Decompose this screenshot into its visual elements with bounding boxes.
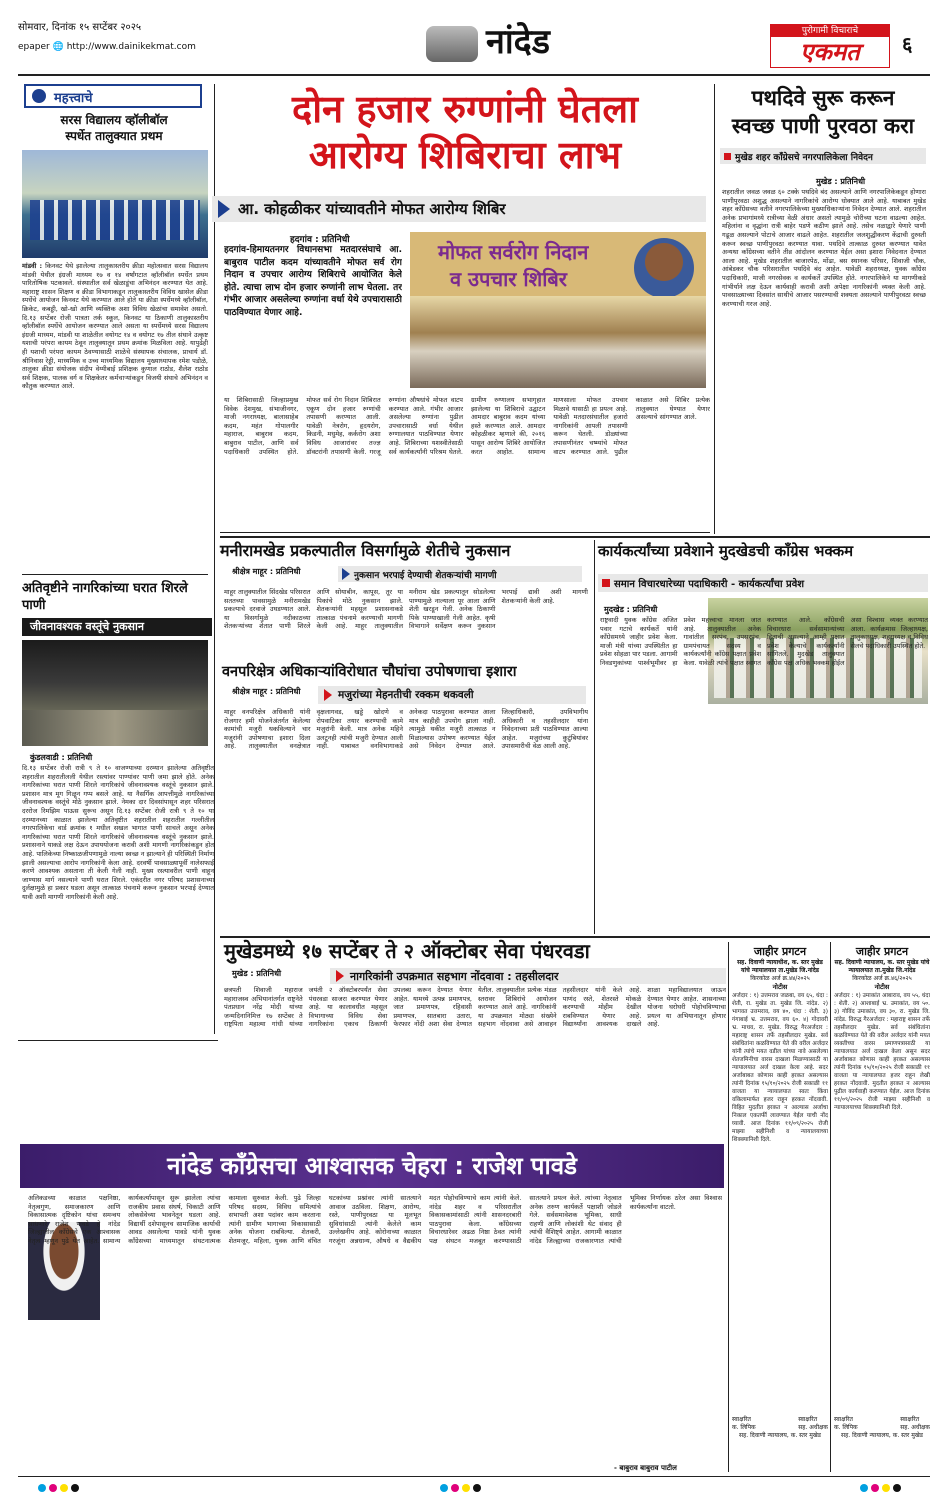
photo-banner-text-1: मोफत सर्वरोग निदान bbox=[438, 240, 589, 264]
brand-name: एकमत bbox=[800, 38, 860, 66]
congress-headline: कार्यकर्त्यांच्या प्रवेशाने मुदखेडची काँग्रेस भक्कम bbox=[598, 542, 854, 560]
red-square-bullet-icon bbox=[724, 153, 731, 160]
health-camp-photo bbox=[410, 232, 706, 388]
main-subhead-bar bbox=[212, 196, 706, 222]
congress-body: राष्ट्रवादी युवक काँग्रेस अजित पवार गटाचे कार्यकर्ते यांनी काँग्रेसमध्ये जाहीर प्रवेश केला. माजी मंत्री यांच्या उपस्थितीत हा प्रवेश सोहळा पार पडला. आगामी निवडणुकांच्या पार्श्वभूमीवर हा प्रवेश महत्त्वाचा मानला जात आहे. तालुक्यातील अनेक गावांतील सरपंच, उपसरपंच, ग्रामपंचायत सदस्य व कार्यकर्त्यांनी काँग्रेस पक्षात प्रवेश केला. यावेळी त्यांचे पक्षात स्वागत करण्यात आले. काँग्रेसची विचारधारा सर्वसामान्यांच्या हिताची असल्याने आम्ही पक्षात प्रवेश केल्याचे कार्यकर्त्यांनी सांगितले. मुदखेड तालुक्यात काँग्रेस पक्ष अधिक भक्कम होईल असा विश्वास व्यक्त करण्यात आला. कार्यक्रमास जिल्हाध्यक्ष, तालुकाध्यक्ष, शहराध्यक्ष व विविध सेलचे पदाधिकारी उपस्थित होते. bbox=[600, 616, 928, 667]
bottom-rule bbox=[18, 1476, 930, 1477]
flood-headline: अतिवृष्टीने नागरिकांच्या घरात शिरले पाणी bbox=[22, 581, 188, 613]
hunger-byline: श्रीक्षेत्र माहूर : प्रतिनिधी bbox=[232, 687, 301, 696]
notice-1-sub: नोटीस bbox=[772, 983, 788, 991]
left-vertical-rule bbox=[214, 84, 215, 1034]
notice-2-case: किरकोळ अर्ज क्र.४६/२०२५ bbox=[852, 975, 912, 982]
volleyball-headline bbox=[22, 112, 206, 144]
notice-2-court: सह. दिवाणी न्यायालय, क. स्तर मुखेड यांचे न्यायालयात ता.मुखेड जि.नांदेड bbox=[834, 959, 930, 974]
notice-vertical-rule bbox=[728, 942, 729, 1472]
notice-1-sig3: क. लिपिक bbox=[732, 1424, 756, 1431]
camp-crowd bbox=[410, 296, 706, 388]
streetlight-subhead-bar bbox=[720, 148, 926, 164]
hunger-subhead: मजुरांच्या मेहनतीची रक्कम थकवली bbox=[338, 689, 474, 701]
masthead-url-line bbox=[18, 42, 196, 53]
hunger-subhead-bar bbox=[318, 686, 586, 704]
streetlight-headline-1: पथदिवे सुरू करून bbox=[751, 86, 895, 110]
seva-subhead-bar bbox=[330, 968, 726, 984]
right-vertical-rule bbox=[714, 84, 715, 534]
photo-banner-text-2: व उपचार शिबिर bbox=[450, 267, 567, 291]
streetlight-headline bbox=[720, 84, 926, 140]
camp-inset-portrait bbox=[634, 238, 694, 298]
congress-byline: मुदखेड : प्रतिनिधी bbox=[604, 605, 658, 614]
loss-headline: मनीरामखेड प्रकल्पातील विसर्गामुळे शेतीचे नुकसान bbox=[220, 541, 511, 560]
hunger-headline: वनपरिक्षेत्र अधिकाऱ्यांविरोधात चौघांचा उपोषणाचा इशारा bbox=[222, 664, 517, 680]
seva-body: छत्रपती शिवाजी महाराज महाराजस्व अभियानांतर्गत राष्ट्रनेते पंतप्रधान नरेंद्र मोदी यांच्या जन्मदिनानिमित्त १७ सप्टेंबर ते राष्ट्रपिता महात्मा गांधी यांच्या जयंती २ ऑक्टोबरपर्यंत सेवा पंधरवडा साजरा करण्यात येणार आहे. या कालावधीत महसूल विभागाच्या विविध सेवा नागरिकांना एकाच ठिकाणी उपलब्ध करून देण्यात येणार आहेत. यामध्ये उत्पन्न प्रमाणपत्र, जात प्रमाणपत्र, रहिवासी प्रमाणपत्र, सातबारा उतारा, फेरफार नोंदी अशा सेवा देण्यात येतील. तालुक्यातील प्रत्येक मंडळ स्तरावर शिबिरांचे आयोजन करण्यात आले आहे. नागरिकांनी या उपक्रमात मोठ्या संख्येने सहभाग नोंदवावा असे आवाहन तहसीलदार यांनी केले आहे. पाणंद रस्ते, शेतरस्ते मोकळे करण्याची मोहीम देखील राबविण्यात येणार आहे. विद्यार्थ्यांना आवश्यक दाखले शाळा महाविद्यालयात जाऊन देण्यात येणार आहेत. शासनाच्या योजना घरोघरी पोहोचविण्याचा प्रयत्न या अभियानातून होणार आहे. bbox=[224, 986, 726, 1029]
epaper-label: epaper bbox=[18, 42, 50, 52]
notice-2-title: जाहीर प्रगटन bbox=[855, 945, 909, 958]
main-bottom-rule bbox=[220, 532, 710, 533]
notice-2-sig2: स्वाक्षरित bbox=[900, 1416, 920, 1423]
main-headline-1: दोन हजार रुग्णांनी घेतला bbox=[292, 87, 638, 131]
notice-mid-rule bbox=[830, 942, 831, 1472]
flood-subhead: जीवनावश्यक वस्तूंचे नुकसान bbox=[22, 618, 212, 636]
volleyball-headline-2: स्पर्धेत तालुक्यात प्रथम bbox=[65, 129, 163, 143]
notice-2-body: अर्जदार : १) उमाकांत आबाराव, वय ५५, धंदा : शेती. २) आशाबाई भ्र. उमाकांत, वय ५०. ३) गोविंद उमाकांत, वय ३०, रा. मुखेड जि. नांदेड. विरुद्ध गैरअर्जदार : महाराष्ट्र शासन तर्फे तहसीलदार मुखेड. सर्व संबंधितांना कळविण्यात येते की वरील अर्जदार यांनी मयत व्यक्तीच्या वारस प्रमाणपत्रासाठी या न्यायालयात अर्ज दाखल केला असून सदर अर्जाबाबत कोणास काही हरकत असल्यास त्यांनी दिनांक १५/१०/२०२५ रोजी सकाळी ११ वाजता या न्यायालयात हजर राहून लेखी हरकत नोंदवावी. मुदतीत हरकत न आल्यास पुढील कार्यवाही करण्यात येईल. आज दिनांक ११/०९/२०२५ रोजी माझ्या सहीनिशी व न्यायालयाच्या शिक्क्यानिशी दिले. bbox=[834, 993, 930, 1111]
flood-body-continued bbox=[22, 1044, 218, 1136]
notice-2-footer: सह. दिवाणी न्यायालय, क. स्तर मुखेड bbox=[841, 1432, 923, 1439]
masthead-city: नांदेड bbox=[486, 22, 550, 62]
volleyball-headline-1: सरस विद्यालय व्हॉलीबॉल bbox=[60, 113, 168, 127]
flood-byline: कुंडलवाडी : प्रतिनिधी bbox=[30, 753, 93, 762]
loss-body: माहूर तालुक्यातील सिंदखेड परिसरात सततच्या पावसामुळे मनीरामखेड प्रकल्पाचे दरवाजे उघडण्यात आले. या विसर्गामुळे नदीकाठच्या शेतकऱ्यांच्या शेतात पाणी शिरले आणि सोयाबीन, कापूस, तूर या पिकांचे मोठे नुकसान झाले. शेतकऱ्यांनी महसूल प्रशासनाकडे तात्काळ पंचनामे करण्याची मागणी केली आहे. माहूर तालुक्यातील मनीराम खेड प्रकल्पातून सोडलेल्या पाण्यामुळे नाल्याला पूर आला आणि शेती खरडून गेली. अनेक ठिकाणी पिके पाण्याखाली गेली आहेत. कृषी विभागाने सर्वेक्षण करून नुकसान भरपाई द्यावी अशी मागणी शेतकऱ्यांनी केली आहे. bbox=[224, 588, 588, 631]
notice-2-sig3: क. लिपिक bbox=[834, 1424, 858, 1431]
notice-1-title: जाहीर प्रगटन bbox=[753, 945, 807, 958]
triangle-bullet-icon bbox=[218, 200, 230, 218]
loss-byline: श्रीक्षेत्र माहूर : प्रतिनिधी bbox=[232, 567, 301, 576]
main-byline: हदगांव : प्रतिनिधी bbox=[290, 235, 350, 245]
epaper-url[interactable]: http://www.dainikekmat.com bbox=[66, 42, 196, 52]
notice-1-footer: सह. दिवाणी न्यायालय, क. स्तर मुखेड bbox=[739, 1432, 821, 1439]
flood-water bbox=[22, 710, 208, 746]
rajesh-ad-signoff: - बाबुराव बाबुराव पाटील bbox=[614, 1464, 677, 1472]
notice-1-court: सह. दिवाणी न्यायाधीश, क. स्तर मुखेड यांचे न्यायालयात ता.मुखेड जि.नांदेड bbox=[737, 959, 823, 974]
rajesh-ad-body: अलिकडच्या काळात पक्षनिष्ठा, नेतृत्वगुण, समाजकारण आणि विकासात्मक दृष्टिकोन यांचा समन्वय साधणारे राजेश पावडे हे नांदेड जिल्ह्यातील काँग्रेसचे एक आश्वासक नेतृत्व म्हणून पुढे येत आहेत. सामान्य कार्यकर्त्यापासून सुरू झालेला त्यांचा राजकीय प्रवास संघर्ष, चिकाटी आणि लोकसेवेच्या भावनेतून घडला आहे. विद्यार्थी दशेपासूनच सामाजिक कार्याची आवड असलेल्या पावडे यांनी युवक काँग्रेसच्या माध्यमातून संघटनात्मक कामाला सुरुवात केली. पुढे जिल्हा परिषद सदस्य, विविध समित्यांचे सभापती अशा पदांवर काम करताना त्यांनी ग्रामीण भागाच्या विकासासाठी अनेक योजना राबविल्या. शेतकरी, शेतमजूर, महिला, युवक आणि वंचित घटकांच्या प्रश्नांवर त्यांनी सातत्याने आवाज उठविला. शिक्षण, आरोग्य, रस्ते, पाणीपुरवठा या मूलभूत सुविधांसाठी त्यांनी केलेले काम उल्लेखनीय आहे. कोरोनाच्या काळात गरजूंना अन्नधान्य, औषधे व वैद्यकीय मदत पोहोचविण्याचे काम त्यांनी केले. नांदेड शहर व परिसरातील विकासकामांसाठी त्यांनी शासनदरबारी पाठपुरावा केला. काँग्रेसच्या विचारधारेवर अढळ निष्ठा ठेवत त्यांनी पक्ष संघटन मजबूत करण्यासाठी सातत्याने प्रयत्न केले. त्यांच्या नेतृत्वात अनेक तरुण कार्यकर्ते पक्षाशी जोडले गेले. सर्वसमावेशक भूमिका, साधी राहणी आणि लोकांशी थेट संवाद ही त्यांची वैशिष्ट्ये आहेत. आगामी काळात नांदेड जिल्ह्याच्या राजकारणात त्यांची भूमिका निर्णायक ठरेल असा विश्वास कार्यकर्त्यांना वाटतो. bbox=[28, 1194, 722, 1245]
hunger-body: माहूर वनपरिक्षेत्र अधिकारी यांनी रोजगार हमी योजनेअंतर्गत केलेल्या कामांची मजुरी थकविल्याने चार मजुरांनी उपोषणाचा इशारा दिला आहे. तालुक्यातील वनक्षेत्रात वृक्षलागवड, खड्डे खोदणे व रोपवाटिका तयार करण्याची कामे मजुरांनी केली. मात्र अनेक महिने उलटूनही त्यांची मजुरी देण्यात आली नाही. याबाबत वनविभागाकडे अनेकदा पाठपुरावा करण्यात आला मात्र काहीही उपयोग झाला नाही. त्यामुळे थकीत मजुरी तात्काळ न मिळाल्यास उपोषण करण्यात येईल असे निवेदन देण्यात आले. जिल्हाधिकारी, उपविभागीय अधिकारी व तहसीलदार यांना निवेदनाच्या प्रती पाठविण्यात आल्या आहेत. मजुरांच्या कुटुंबियांवर उपासमारीची वेळ आली आहे. bbox=[224, 708, 588, 751]
streetlight-headline-2: स्वच्छ पाणी पुरवठा करा bbox=[731, 114, 915, 138]
rajesh-ad-headline: नांदेड काँग्रेसचा आश्वासक चेहरा : राजेश पावडे bbox=[167, 1152, 577, 1180]
notice-1-sigs bbox=[732, 1416, 828, 1432]
main-headline-2: आरोग्य शिबिराचा लाभ bbox=[308, 133, 622, 177]
volleyball-text: किनवट येथे झालेल्या तालुकास्तरीय क्रीडा महोत्सवात सरस विद्यालय मांडवी येथील इंग्रजी माध्यम १७ व १४ वर्षांगटात व्हॉलीबॉल स्पर्धेत प्रथम पारितोषिक पटकावले. संस्थातील सर्व खेळाडूंचा अभिनंदन करण्यात येत आहे. महाराष्ट्र शासन शिक्षण व क्रीडा विभागाकडून तालुकास्तरीय विविध खासेल क्रीडा स्पर्धेचे आयोजन किनवट येथे करण्यात आले होते या क्रीडा स्पर्धेमध्ये व्हॉलीबॉल, क्रिकेट, कबड्डी, खो-खो आणि व्यक्तिक अशा विविध खेळांचा समावेश असतो. दि.१३ सप्टेंबर रोजी पात्रता तर्क स्कूल, किनवट या ठिकाणी तालुकास्तरीय व्हॉलीबॉल स्पर्धेचे आयोजन करण्यात आले असता या स्पर्धेमध्ये सरस विद्यालय इंग्रजी माध्यम, मांडवी या शाळेतील वयोगट १४ व वयोगट १७ तील संघाने उत्कृष्ट यशाची परंपरा कायम ठेवून तालुक्यातून प्रथम क्रमांक मिळविला आहे. यापुढेही ही यशाची परंपरा कायम ठेवण्यासाठी शाळेचे संस्थापक संचालक, प्राचार्य डॉ. श्रीनिवास रेड्डी, माध्यमिक व उच्च माध्यमिक विद्यालय मुख्याध्यापक रमेश पडोळे, तालुका क्रीडा संयोजक संदीप वेग्मीबाई प्रशिक्षक कुणाल राठोड, शैलेश राठोड सर्व शिक्षक, पालक वर्ग व शिक्षकेतर कर्मचाऱ्यांकडून विजयी संघाचे अभिनंदन व कौतुक करण्यात आले. bbox=[22, 262, 208, 391]
important-box bbox=[24, 84, 202, 108]
main-headline bbox=[210, 86, 720, 178]
volleyball-team-photo bbox=[22, 150, 208, 258]
important-label: महत्त्वाचे bbox=[54, 91, 93, 106]
brand-tag: पुरोगामी विचाराचे bbox=[771, 25, 889, 37]
main-lead: हदगांव-हिमायतनगर विधानसभा मतदारसंघाचे आ. बाबुराव पाटील कदम यांच्यावतीने मोफत सर्व रोग निदान व उपचार आरोग्य शिबिराचे आयोजित केले होते. त्याचा लाभ दोन हजार रुग्णांनी लाभ घेतला. तर गंभीर आजार असलेल्या रुग्णांना वर्धा येथे उपचारासाठी पाठविण्यात येणार आहे. bbox=[224, 245, 402, 318]
notice-1-sig1: स्वाक्षरित bbox=[732, 1416, 751, 1423]
registration-marks-left bbox=[38, 1484, 79, 1492]
main-body: या शिबिरासाठी जिल्हाप्रमुख विवेक देशमुख, संभाजीनगर, माजी नगराध्यक्ष, बालासाहेब कदम, महंत गोपालगीर महाराज, बाबुराव कदम, बाबुराव पाटील, आणि सर्व पदाधिकारी उपस्थित होते. मोफत सर्व रोग निदान शिबिरात एकूण दोन हजार रुग्णांची तपासणी करण्यात आली. यावेळी नेत्ररोग, हृदयरोग, किडनी, मधुमेह, कर्करोग अशा विविध आजारांवर तज्ज्ञ डॉक्टरांनी तपासणी केली. गरजू रुग्णांना औषधांचे मोफत वाटप करण्यात आले. गंभीर आजार असलेल्या रुग्णांना पुढील उपचारासाठी वर्धा येथील रुग्णालयात पाठविण्यात येणार आहे. शिबिराच्या यशस्वीतेसाठी सर्व कार्यकर्त्यांनी परिश्रम घेतले. ग्रामीण रुग्णालय सभागृहात झालेल्या या शिबिराचे उद्घाटन आमदार बाबुराव कदम यांच्या हस्ते करण्यात आले. आमदार कोहळीकर म्हणाले की, २०१६ पासून आरोग्य शिबिरे आयोजित करत आहोत. सामान्य माणसाला मोफत उपचार मिळावे यासाठी हा प्रयत्न आहे. यावेळी मतदारसंघातील हजारो नागरिकांनी आपली तपासणी करून घेतली. डोळ्यांच्या तपासणीनंतर चष्म्यांचे मोफत वाटप करण्यात आले. पुढील काळात असे शिबिर प्रत्येक तालुक्यात घेण्यात येणार असल्याचे सांगण्यात आले. bbox=[224, 396, 710, 456]
seva-byline: मुखेड : प्रतिनिधी bbox=[232, 969, 282, 978]
notice-1-sig4: सह. अधीक्षक bbox=[798, 1424, 828, 1431]
registration-marks-right bbox=[860, 1484, 901, 1492]
notice-1-case: किरकोळ अर्ज क्र.४४/२०२५ bbox=[750, 975, 810, 982]
masthead-date: सोमवार, दिनांक १५ सप्टेंबर २०२५ bbox=[18, 22, 142, 33]
volleyball-lead: मांडवी : bbox=[22, 262, 43, 270]
upper-band-rule bbox=[220, 536, 930, 538]
notice-2-sub: नोटीस bbox=[874, 983, 890, 991]
left-divider-1 bbox=[22, 574, 208, 575]
streetlight-body: शहरातील जवळ जवळ ६० टक्के पथदिवे बंद असल्याने आणि नगरपालिकेकडून होणारा पाणीपुरवठा अशुद्ध असल्याने नागरिकांचे आरोग्य धोक्यात आले आहे. याबाबत मुखेड शहर काँग्रेसच्या वतीने नगरपालिकेच्या मुख्याधिकाऱ्यांना निवेदन देण्यात आले. शहरातील अनेक प्रभागांमध्ये रात्रीच्या वेळी अंधार असतो त्यामुळे चोरीच्या घटना वाढल्या आहेत. महिलांना व वृद्धांना रात्री बाहेर पडणे कठीण झाले आहे. तसेच नळाद्वारे येणारे पाणी गढूळ असल्याने पोटाचे आजार वाढले आहेत. शहरातील जलशुद्धीकरण केंद्राची दुरुस्ती करून स्वच्छ पाणीपुरवठा करण्यात यावा. पथदिवे तात्काळ दुरुस्त करण्यात यावेत अन्यथा काँग्रेसच्या वतीने तीव्र आंदोलन करण्यात येईल असा इशारा निवेदनात देण्यात आला आहे. मुखेड शहरातील बाजारपेठ, मोंढा, बस स्थानक परिसर, शिवाजी चौक, आंबेडकर चौक परिसरातील पथदिवे बंद आहेत. यावेळी शहराध्यक्ष, युवक काँग्रेस पदाधिकारी, माजी नगरसेवक व कार्यकर्ते उपस्थित होते. नगरपालिकेने या मागणीकडे गांभीर्याने लक्ष देऊन कार्यवाही करावी अशी अपेक्षा नागरिकांनी व्यक्त केली आहे. पावसाळ्याच्या दिवसांत साथीचे आजार पसरण्याची शक्यता असल्याने पाणीपुरवठा स्वच्छ करण्याची गरज आहे. bbox=[722, 188, 926, 308]
masthead-rule bbox=[18, 74, 930, 76]
congress-bullet-icon bbox=[602, 579, 610, 587]
notice-2 bbox=[834, 944, 930, 1474]
loss-subhead: नुकसान भरपाई देण्याची शेतकऱ्यांची मागणी bbox=[354, 570, 497, 581]
registration-marks-mid bbox=[440, 1484, 481, 1492]
notice-1 bbox=[732, 944, 828, 1474]
congress-subhead: समान विचारधारेच्या पदाधिकारी - कार्यकर्त्यांचा प्रवेश bbox=[614, 579, 805, 590]
notice-2-sigs bbox=[834, 1416, 930, 1432]
hunger-bullet-icon bbox=[324, 689, 332, 701]
city-logo-icon bbox=[426, 26, 478, 62]
notice-1-sig2: स्वाक्षरित bbox=[798, 1416, 818, 1423]
seva-bullet-icon bbox=[336, 970, 344, 982]
left-bottom-rule bbox=[18, 1040, 218, 1041]
main-subhead: आ. कोहळीकर यांच्यावतीने मोफत आरोग्य शिबिर bbox=[238, 200, 506, 218]
seva-subhead: नागरिकांनी उपक्रमात सहभाग नोंदवावा : तहसीलदार bbox=[350, 969, 559, 983]
flood-photo bbox=[22, 640, 208, 746]
url-icon: 🌐 bbox=[52, 42, 64, 52]
notice-2-sig4: सह. अधीक्षक bbox=[900, 1424, 930, 1431]
congress-subhead-bar bbox=[598, 574, 928, 592]
brand-box bbox=[770, 24, 890, 68]
flood-body: दि.१३ सप्टेंबर रोजी रात्री ९ ते १० वाजण्याच्या दरम्यान झालेल्या अतिवृष्टीत शहरातील शहरातीलली येथील रस्त्यांवर पाण्यांवर पाणी जमा झाले होते. अनेक नागरिकांच्या घरात पाणी शिरले नागरिकांचे जीवनावश्यक वस्तूंचे नुकसान झाले. प्रशासन मात्र मूग गिळून गप्प बसले आहे. या नैसर्गिक आपत्तीमुळे नागरिकांच्या जीवनावश्यक वस्तूंचे मोठे नुकसान झाले. नेमका दार दिवसांपासून शहर परिसरात दररोज रिमझिम पाऊस सुरूच असून दि.१३ सप्टेंबर रोजी रात्री ९ ते १० या दरम्यानच्या काळात झालेल्या अतिवृष्टीत शहरातील शहरातील गल्लीतील नगरपालिकेचा वार्ड क्रमांक १ मधील सखल भागात पाणी साचले असून अनेक नागरिकांच्या घरात पाणी शिरले नागरिकांचे जीवनावश्यक वस्तूंचे नुकसान झाले. प्रशासनाने याकडे लक्ष देऊन उपाययोजना करावी अशी मागणी नागरिकांकडून होत आहे. पालिकेच्या निष्काळजीपणामुळे नाल्या स्वच्छ न झाल्याने ही परिस्थिती निर्माण झाली असल्याचा आरोप नागरिकांनी केला आहे. दरवर्षी पावसाळ्यापूर्वी नालेसफाई करणे आवश्यक असताना ती केली गेली नाही. मुख्य रस्त्यावरील पाणी वाहून जाण्यास मार्ग नसल्याने पाणी घरात शिरले. एकंदरीत नगर परिषद प्रशासनाच्या दुर्लक्षामुळे हा प्रकार घडला असून तात्काळ पंचनामे करून नुकसान भरपाई देण्यात यावी अशी मागणी नागरिकांनी केली आहे. bbox=[22, 764, 214, 901]
page-number: ६ bbox=[902, 32, 913, 56]
team-row bbox=[30, 200, 200, 240]
pin-icon bbox=[32, 89, 46, 103]
rajesh-ad-banner bbox=[20, 1144, 724, 1188]
streetlight-byline: मुखेड : प्रतिनिधी bbox=[816, 177, 866, 186]
volleyball-body bbox=[22, 262, 208, 562]
notice-1-body: अर्जदार : १) उत्तमराव जळबा, वय ६५, धंदा : शेती, रा. मुखेड ता. मुखेड जि. नांदेड. २) भागवत उत्तमराव, वय ४०, धंदा : शेती. ३) गंगाबाई भ्र. उत्तमराव, वय ६०. ४) गोदावरी भ्र. माधव, रा. मुखेड. विरुद्ध गैरअर्जदार : महाराष्ट्र शासन तर्फे तहसीलदार मुखेड. सर्व संबंधितांना कळविण्यात येते की वरील अर्जदार यांनी त्यांचे मयत वडील यांच्या नावे असलेल्या शेतजमिनीचा वारस दाखला मिळण्यासाठी या न्यायालयात अर्ज दाखल केला आहे. सदर अर्जाबाबत कोणास काही हरकत असल्यास त्यांनी दिनांक १५/१०/२०२५ रोजी सकाळी ११ वाजता या न्यायालयात स्वतः किंवा वकिलामार्फत हजर राहून हरकत नोंदवावी. विहित मुदतीत हरकत न आल्यास अर्जाचा निकाल एकतर्फी लावण्यात येईल याची नोंद घ्यावी. आज दिनांक ११/०९/२०२५ रोजी माझ्या सहीनिशी व न्यायालयाच्या शिक्क्यानिशी दिले. bbox=[732, 993, 828, 1143]
seva-headline: मुखेडमध्ये १७ सप्टेंबर ते २ ऑक्टोबर सेवा पंधरवडा bbox=[224, 939, 590, 963]
mid-vertical-rule bbox=[594, 540, 595, 934]
notice-2-sig1: स्वाक्षरित bbox=[834, 1416, 853, 1423]
streetlight-subhead: मुखेड शहर काँग्रेसचे नगरपालिकेला निवेदन bbox=[735, 152, 873, 163]
